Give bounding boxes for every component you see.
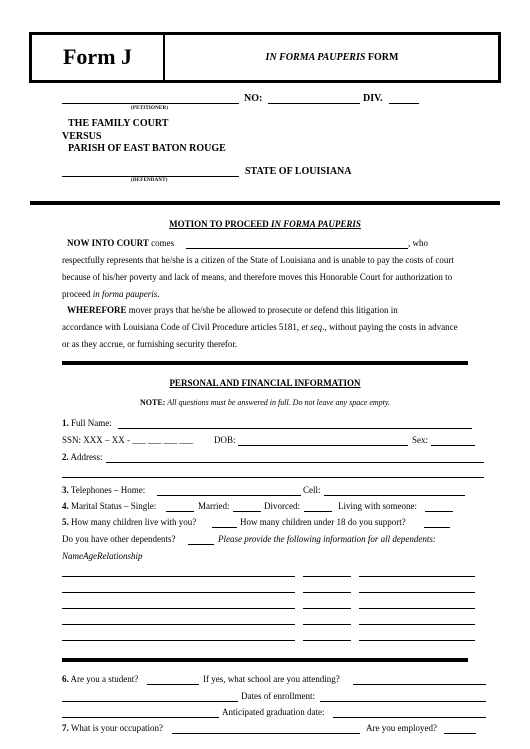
dependent-2-name[interactable] (62, 592, 295, 593)
graduation-label: Anticipated graduation date: (222, 707, 325, 717)
children-under-18-label: How many children under 18 do you support? (240, 517, 406, 527)
form-title-rest: FORM (365, 52, 399, 63)
note-line (0, 398, 530, 408)
dependent-5-name[interactable] (62, 640, 295, 641)
et-seq-text: et seq (301, 322, 323, 332)
other-dependents-label: Do you have other dependents? (62, 534, 176, 544)
dependents-instructions: Please provide the following information for all dependents: (218, 534, 436, 544)
occupation-label: What is your occupation? (68, 723, 164, 733)
dependent-4-relationship[interactable] (359, 624, 475, 625)
sex-label: Sex: (412, 435, 429, 445)
dependents-table-header: NameAgeRelationship (62, 551, 143, 561)
children-live-field[interactable] (212, 527, 237, 528)
dependent-4-name[interactable] (62, 624, 295, 625)
student-field[interactable] (147, 684, 199, 685)
dependent-4-age[interactable] (303, 624, 351, 625)
married-field[interactable] (233, 511, 261, 512)
q6-label (62, 674, 138, 685)
accordance-text: accordance with Louisiana Code of Civil Procedure articles 5181, (62, 322, 302, 332)
motion-heading-italic: IN FORMA PAUPERIS (271, 219, 361, 229)
dependent-5-relationship[interactable] (359, 640, 475, 641)
address-label: Address: (68, 452, 103, 462)
dependent-3-name[interactable] (62, 608, 295, 609)
school-label: If yes, what school are you attending? (203, 674, 340, 684)
motion-heading (0, 219, 530, 230)
other-dependents-field[interactable] (188, 544, 214, 545)
full-name-label: Full Name: (68, 418, 112, 428)
dependent-3-age[interactable] (303, 608, 351, 609)
motion-p2-line1 (67, 305, 398, 316)
q3-number: 3. (62, 485, 69, 495)
note-label: NOTE: (140, 398, 166, 407)
cell-label: Cell: (303, 485, 321, 495)
enrollment-label: Dates of enrollment: (241, 691, 315, 701)
q7-number: 7. (62, 723, 69, 733)
proceed-text: proceed (62, 289, 93, 299)
q2-number: 2. (62, 452, 69, 462)
divorced-label: Divorced: (264, 501, 300, 511)
q1-label (62, 418, 112, 429)
motion-p2-line3: or as they accrue, or furnishing security therefor. (62, 339, 238, 349)
dependent-1-name[interactable] (62, 576, 295, 577)
dob-field[interactable] (238, 445, 408, 446)
home-phone-field[interactable] (157, 495, 301, 496)
q4-number: 4. (62, 501, 69, 511)
wherefore-text: WHEREFORE (67, 305, 127, 315)
q5-label (62, 517, 196, 528)
form-header-box (29, 32, 501, 83)
form-title (166, 52, 498, 64)
form-label: Form J (62, 44, 133, 69)
dependent-1-relationship[interactable] (359, 576, 475, 577)
occupation-field[interactable] (172, 733, 360, 734)
single-field[interactable] (166, 511, 194, 512)
div-label: DIV. (363, 93, 383, 104)
in-forma-pauperis-text: in forma pauperis (92, 289, 158, 299)
court-line-1: THE FAMILY COURT (68, 118, 169, 129)
employed-label: Are you employed? (366, 723, 437, 733)
divorced-field[interactable] (304, 511, 332, 512)
period-text: . (157, 289, 160, 299)
motion-heading-plain: MOTION TO PROCEED (169, 219, 272, 229)
court-line-2: VERSUS (62, 131, 102, 142)
graduation-field[interactable] (333, 717, 486, 718)
ssn-label: SSN: XXX – XX - ___ ___ ___ ___ (62, 435, 194, 445)
living-with-field[interactable] (425, 511, 453, 512)
division-line[interactable] (389, 103, 419, 104)
divider-thick-1 (30, 201, 500, 205)
dependent-3-relationship[interactable] (359, 608, 475, 609)
comes-text: comes (148, 238, 175, 248)
divider-thick-2 (62, 361, 468, 365)
q4-label (62, 501, 156, 512)
graduation-pre-field[interactable] (62, 717, 219, 718)
q1-number: 1. (62, 418, 69, 428)
without-costs-text: ., without paying the costs in advance (322, 322, 458, 332)
who-text: , who (408, 238, 428, 248)
mover-name-line[interactable] (186, 248, 408, 249)
married-label: Married: (198, 501, 230, 511)
dependent-1-age[interactable] (303, 576, 351, 577)
now-into-court: NOW INTO COURT (67, 238, 149, 248)
q7-label (62, 723, 163, 734)
student-label: Are you a student? (68, 674, 139, 684)
defendant-caption: (DEFENDANT) (131, 178, 168, 183)
divider-thick-3 (62, 658, 468, 662)
sex-field[interactable] (431, 445, 475, 446)
address-field-1[interactable] (106, 462, 484, 463)
defendant-line[interactable] (62, 176, 239, 177)
petitioner-line[interactable] (62, 103, 239, 104)
form-label-cell (32, 35, 165, 80)
enrollment-pre-field[interactable] (62, 701, 238, 702)
motion-p1-line2: respectfully represents that he/she is a citizen of the State of Louisiana and is unable to pay the costs of court (62, 255, 454, 265)
case-number-line[interactable] (268, 103, 360, 104)
dependent-2-relationship[interactable] (359, 592, 475, 593)
q5-number: 5. (62, 517, 69, 527)
motion-p1-line3: because of his/her poverty and lack of means, and therefore moves this Honorable Court for authorization to (62, 272, 453, 282)
q6-number: 6. (62, 674, 69, 684)
court-line-3: PARISH OF EAST BATON ROUGE (68, 143, 226, 154)
employed-field[interactable] (444, 733, 476, 734)
personal-heading: PERSONAL AND FINANCIAL INFORMATION (169, 378, 361, 388)
motion-p2-line2 (62, 322, 458, 333)
prays-text: mover prays that he/she be allowed to prosecute or defend this litigation in (126, 305, 398, 315)
address-field-2[interactable] (62, 477, 484, 478)
petitioner-caption: (PETITIONER) (131, 106, 169, 111)
state-label: STATE OF LOUISIANA (245, 166, 352, 177)
dependent-2-age[interactable] (303, 592, 351, 593)
motion-p1-line4 (62, 289, 160, 300)
dob-label: DOB: (214, 435, 236, 445)
dependent-5-age[interactable] (303, 640, 351, 641)
no-label: NO: (244, 93, 263, 104)
q3-label (62, 485, 145, 496)
children-live-label: How many children live with you? (68, 517, 197, 527)
enrollment-field[interactable] (320, 701, 486, 702)
cell-phone-field[interactable] (324, 495, 465, 496)
children-under-18-field[interactable] (424, 527, 450, 528)
q2-label (62, 452, 103, 463)
form-title-italic: IN FORMA PAUPERIS (265, 52, 366, 63)
telephones-label: Telephones – Home: (68, 485, 146, 495)
note-text: All questions must be answered in full. Do not leave any space empty. (165, 398, 390, 407)
living-with-label: Living with someone: (338, 501, 417, 511)
motion-p1-line1 (67, 238, 174, 249)
marital-status-label: Marital Status – Single: (68, 501, 157, 511)
school-field[interactable] (353, 684, 486, 685)
full-name-field[interactable] (118, 428, 472, 429)
